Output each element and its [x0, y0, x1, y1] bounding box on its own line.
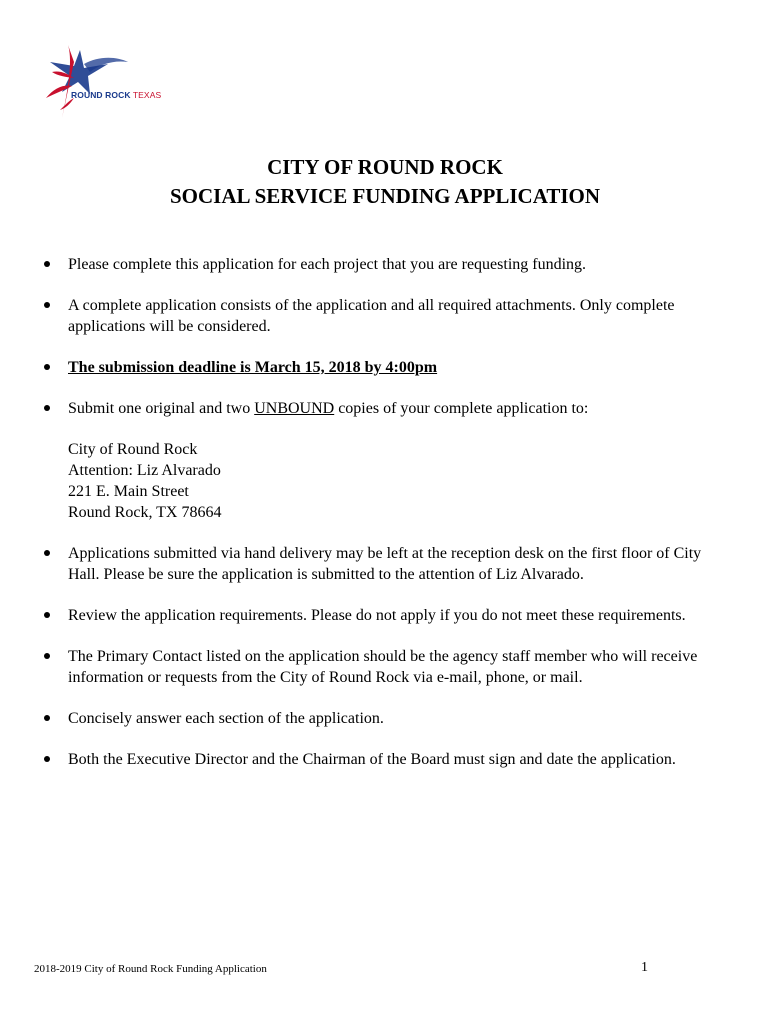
address-line: Attention: Liz Alvarado	[68, 462, 221, 479]
list-item	[40, 708, 720, 729]
logo-name: ROUND ROCK	[71, 90, 131, 100]
logo-wordmark	[71, 90, 161, 100]
bullet-icon	[44, 612, 50, 618]
bullet-icon	[44, 756, 50, 762]
deadline-text: The submission deadline is March 15, 2018 by 4:00pm	[68, 359, 438, 376]
logo-state: TEXAS	[132, 90, 162, 100]
item-text: copies of your complete application to:	[334, 400, 589, 417]
bullet-icon	[44, 261, 50, 267]
item-text: Concisely answer each section of the application.	[68, 710, 384, 727]
bullet-icon	[44, 302, 50, 308]
list-item	[40, 646, 720, 688]
page-number: 1	[641, 960, 648, 975]
mailing-address	[68, 439, 720, 523]
bullet-icon	[44, 550, 50, 556]
item-text: A complete application consists of the application and all required attachments. Only complete applications will be considered.	[68, 297, 675, 335]
bullet-icon	[44, 715, 50, 721]
bullet-icon	[44, 405, 50, 411]
list-item	[40, 398, 720, 523]
list-item	[40, 254, 720, 275]
list-item	[40, 749, 720, 770]
list-item	[40, 357, 720, 378]
page-title	[0, 153, 770, 211]
instructions-list	[40, 254, 720, 790]
address-line: 221 E. Main Street	[68, 483, 189, 500]
list-item	[40, 543, 720, 585]
item-text: Submit one original and two	[68, 400, 255, 417]
item-text: The Primary Contact listed on the application should be the agency staff member who will receive information or requests from the City of Round Rock via e-mail, phone, or mail.	[68, 648, 698, 686]
item-text: Review the application requirements. Please do not apply if you do not meet these requirements.	[68, 607, 686, 624]
bullet-icon	[44, 653, 50, 659]
item-text: Applications submitted via hand delivery may be left at the reception desk on the first floor of City Hall. Please be sure the application is submitted to the attention of Liz Alvarado.	[68, 545, 702, 583]
title-line-2: SOCIAL SERVICE FUNDING APPLICATION	[169, 184, 601, 208]
title-line-1: CITY OF ROUND ROCK	[267, 155, 503, 179]
unbound-emphasis: UNBOUND	[254, 400, 335, 417]
list-item	[40, 295, 720, 337]
list-item	[40, 605, 720, 626]
round-rock-logo	[40, 40, 190, 125]
bullet-icon	[44, 364, 50, 370]
item-text: Both the Executive Director and the Chairman of the Board must sign and date the application.	[68, 751, 676, 768]
address-line: Round Rock, TX 78664	[68, 504, 222, 521]
footer-text: 2018-2019 City of Round Rock Funding Application	[34, 963, 267, 975]
star-swoosh-icon	[40, 40, 190, 125]
item-text: Please complete this application for each project that you are requesting funding.	[68, 256, 587, 273]
address-line: City of Round Rock	[68, 441, 198, 458]
